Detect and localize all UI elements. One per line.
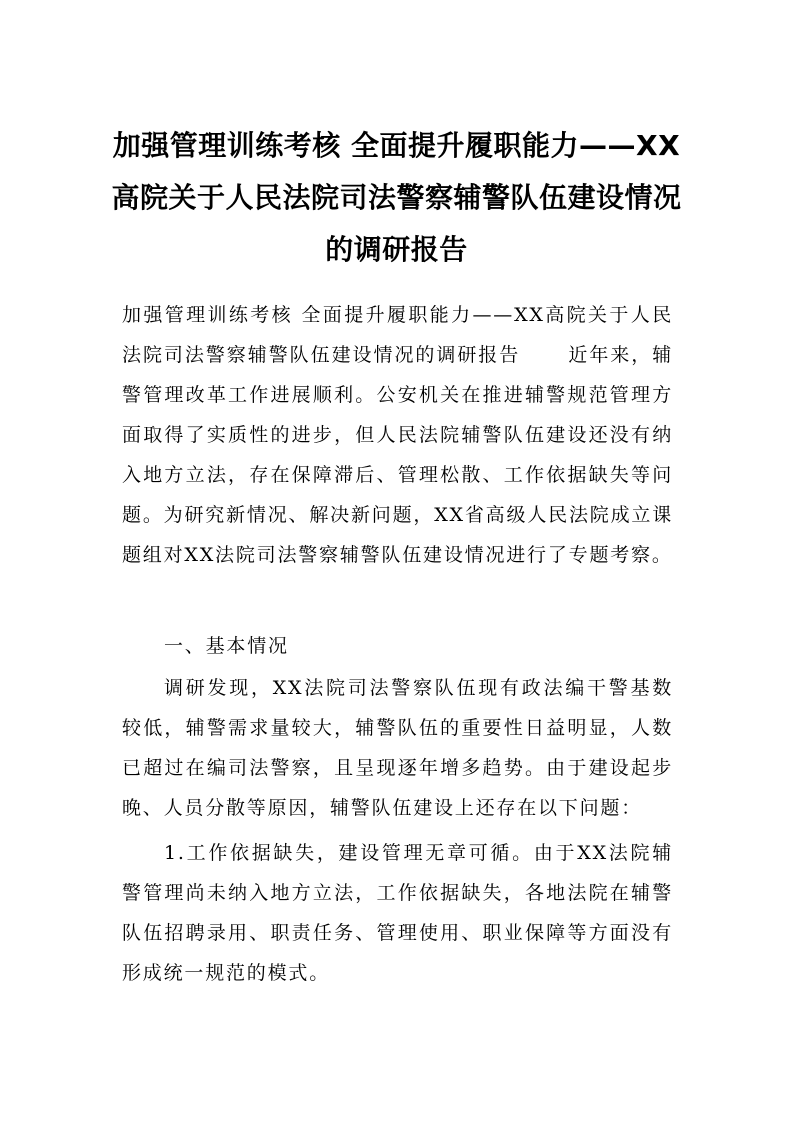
- intro-title-repeat: 加强管理训练考核 全面提升履职能力——XX高院关于人民法院司法警察辅警队伍建设情况的调研报告: [122, 304, 673, 366]
- section1-paragraph-findings: 调研发现，XX法院司法警察队伍现有政法编干警基数较低，辅警需求量较大，辅警队伍的重要性日益明显，人数已超过在编司法警察，且呈现逐年增多趋势。由于建设起步晚、人员分散等原因，辅警队伍建设上还存在以下问题：: [122, 677, 673, 819]
- intro-body-text: 近年来，辅警管理改革工作进展顺利。公安机关在推进辅警规范管理方面取得了实质性的进步，但人民法院辅警队伍建设还没有纳入地方立法，存在保障滞后、管理松散、工作依据缺失等问题。为研究新情况、解决新问题，XX省高级人民法院成立课题组对XX法院司法警察辅警队伍建设情况进行了专题考察。: [122, 344, 673, 566]
- intro-paragraph: [122, 295, 673, 575]
- section-heading-basic-situation: 一、基本情况: [164, 635, 289, 657]
- section1-paragraph-issue-1: 1.工作依据缺失，建设管理无章可循。由于XX法院辅警管理尚未纳入地方立法，工作依据缺失，各地法院在辅警队伍招聘录用、职责任务、管理使用、职业保障等方面没有形成统一规范的模式。: [122, 842, 673, 984]
- document-title: 加强管理训练考核 全面提升履职能力——XX高院关于人民法院司法警察辅警队伍建设情况的调研报告: [111, 129, 682, 266]
